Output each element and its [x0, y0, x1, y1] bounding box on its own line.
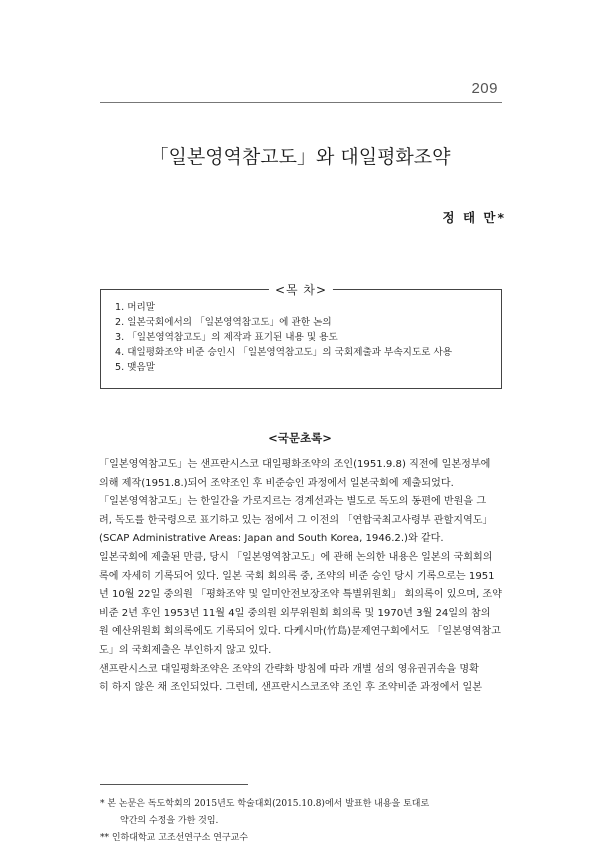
footnote-line: 약간의 수정을 가한 것임. — [120, 816, 219, 826]
footnote-line: ** 인하대학교 고조선연구소 연구교수 — [100, 833, 248, 843]
footnote-line: * 본 논문은 독도학회의 2015년도 학술대회(2015.10.8)에서 발표한 내용을 토대로 — [100, 799, 430, 809]
toc-list — [101, 290, 501, 375]
abstract-body — [99, 456, 503, 698]
abstract-line: 의해 제작(1951.8.)되어 조약조인 후 비준승인 과정에서 일본국회에 제출되었다. — [99, 477, 454, 489]
abstract-line: 샌프란시스코 대일평화조약은 조약의 간략화 방침에 따라 개별 섬의 영유권귀속을 명확 — [99, 663, 479, 675]
toc-item: 4. 대일평화조약 비준 승인시 「일본영역참고도」의 국회제출과 부속지도로 사용 — [115, 347, 452, 358]
paper-title: 「일본영역참고도」와 대일평화조약 — [149, 146, 451, 168]
abstract-line: 일본국회에 제출된 만큼, 당시 「일본영역참고도」에 관해 논의한 내용은 일본의 국회회의 — [99, 551, 493, 563]
footnote-rule — [100, 784, 248, 785]
abstract-line: 려, 독도를 한국령으로 표기하고 있는 점에서 그 이전의 「연합국최고사령부 관할지역도」 — [99, 514, 493, 526]
toc-item: 3. 「일본영역참고도」의 제작과 표기된 내용 및 용도 — [115, 332, 338, 343]
toc-heading: <목 차> — [269, 281, 333, 298]
abstract-line: 년 10월 22일 중의원 「평화조약 및 일미안전보장조약 특별위원회」 회의록이 있으며, 조약 — [99, 589, 502, 601]
toc-item: 5. 맺음말 — [115, 362, 156, 373]
abstract-line: 도」의 국회제출은 부인하지 않고 있다. — [99, 644, 272, 656]
toc-item: 2. 일본국회에서의 「일본영역참고도」에 관한 논의 — [115, 317, 332, 328]
author-name: 정 태 만* — [442, 210, 506, 225]
table-of-contents-box — [100, 283, 502, 389]
abstract-line: 「일본영역참고도」는 한일간을 가로지르는 경계선과는 별도로 독도의 동편에 반원을 그 — [99, 496, 487, 508]
abstract-line: 히 하지 않은 채 조인되었다. 그런데, 샌프란시스코조약 조인 후 조약비준 과정에서 일본 — [99, 682, 482, 694]
header-rule — [100, 102, 502, 103]
abstract-heading: <국문초록> — [268, 431, 332, 445]
abstract-line: (SCAP Administrative Areas: Japan and South Korea, 1946.2.)와 같다. — [99, 533, 444, 545]
abstract-line: 원 예산위원회 회의록에도 기록되어 있다. 다케시마(竹島)문제연구회에서도 「일본영역참고 — [99, 626, 501, 638]
abstract-line: 비준 2년 후인 1953년 11월 4일 중의원 외무위원회 회의록 및 1970년 3월 24일의 참의 — [99, 607, 491, 619]
toc-item: 1. 머리말 — [115, 302, 156, 313]
abstract-line: 록에 자세히 기록되어 있다. 일본 국회 회의록 중, 조약의 비준 승인 당시 기록으로는 1951 — [99, 570, 495, 582]
page-number: 209 — [471, 80, 498, 97]
abstract-line: 「일본영역참고도」는 샌프란시스코 대일평화조약의 조인(1951.9.8) 직전에 일본정부에 — [99, 459, 491, 470]
footnotes — [100, 796, 502, 847]
